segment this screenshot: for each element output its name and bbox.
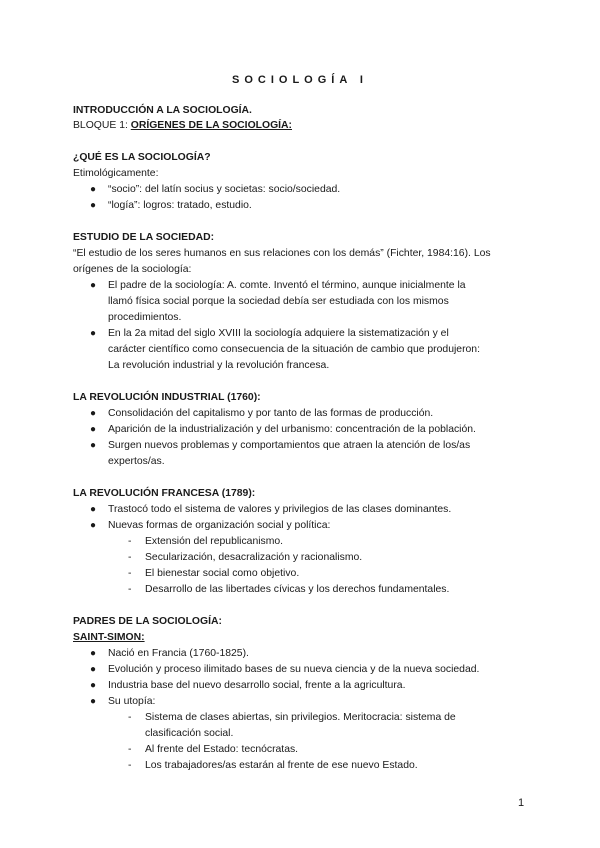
dash-icon: - bbox=[128, 712, 132, 723]
list-item: Su utopía: bbox=[108, 696, 156, 707]
que-es-lead: Etimológicamente: bbox=[73, 168, 159, 179]
list-item: Nuevas formas de organización social y política: bbox=[108, 520, 331, 531]
bullet-icon: ● bbox=[90, 504, 97, 515]
bloque-prefix: BLOQUE 1: bbox=[73, 120, 131, 131]
dash-icon: - bbox=[128, 568, 132, 579]
dash-icon: - bbox=[128, 536, 132, 547]
estudio-line: orígenes de la sociología: bbox=[73, 264, 192, 275]
bullet-icon: ● bbox=[90, 424, 97, 435]
estudio-line: “El estudio de los seres humanos en sus relaciones con los demás” (Fichter, 1984:16). Los bbox=[73, 248, 491, 259]
dash-icon: - bbox=[128, 744, 132, 755]
list-item: “socio”: del latín socius y societas: socio/sociedad. bbox=[108, 184, 341, 195]
dash-icon: - bbox=[128, 552, 132, 563]
bullet-icon: ● bbox=[90, 328, 97, 339]
list-item: Aparición de la industrialización y del urbanismo: concentración de la población. bbox=[108, 424, 476, 435]
sub-list-item: Los trabajadores/as estarán al frente de ese nuevo Estado. bbox=[145, 760, 418, 771]
list-item: carácter científico como consecuencia de la situación de cambio que produjeron: bbox=[108, 344, 480, 355]
sub-list-item: Desarrollo de las libertades cívicas y los derechos fundamentales. bbox=[145, 584, 450, 595]
list-item: Evolución y proceso ilimitado bases de su nueva ciencia y de la nueva sociedad. bbox=[108, 664, 480, 675]
bullet-icon: ● bbox=[90, 440, 97, 451]
industrial-heading: LA REVOLUCIÓN INDUSTRIAL (1760): bbox=[73, 392, 261, 403]
list-item: llamó física social porque la sociedad debía ser estudiada con los mismos bbox=[108, 296, 449, 307]
bullet-icon: ● bbox=[90, 680, 97, 691]
sub-list-item: clasificación social. bbox=[145, 728, 234, 739]
list-item: procedimientos. bbox=[108, 312, 182, 323]
bullet-icon: ● bbox=[90, 408, 97, 419]
dash-icon: - bbox=[128, 760, 132, 771]
padres-heading: PADRES DE LA SOCIOLOGÍA: bbox=[73, 616, 222, 627]
intro-heading: INTRODUCCIÓN A LA SOCIOLOGÍA. bbox=[73, 105, 252, 116]
que-es-heading: ¿QUÉ ES LA SOCIOLOGÍA? bbox=[73, 152, 211, 163]
list-item: Industria base del nuevo desarrollo social, frente a la agricultura. bbox=[108, 680, 406, 691]
sub-list-item: Al frente del Estado: tecnócratas. bbox=[145, 744, 299, 755]
list-item: En la 2a mitad del siglo XVIII la sociología adquiere la sistematización y el bbox=[108, 328, 449, 339]
bullet-icon: ● bbox=[90, 696, 97, 707]
francesa-heading: LA REVOLUCIÓN FRANCESA (1789): bbox=[73, 488, 256, 499]
bullet-icon: ● bbox=[90, 184, 97, 195]
list-item: Surgen nuevos problemas y comportamientos que atraen la atención de los/as bbox=[108, 440, 471, 451]
list-item: La revolución industrial y la revolución francesa. bbox=[108, 360, 330, 371]
list-item: “logía”: logros: tratado, estudio. bbox=[108, 200, 252, 211]
sub-list-item: Extensión del republicanismo. bbox=[145, 536, 284, 547]
estudio-heading: ESTUDIO DE LA SOCIEDAD: bbox=[73, 232, 215, 243]
page-number: 1 bbox=[518, 797, 525, 809]
list-item: Nació en Francia (1760-1825). bbox=[108, 648, 249, 659]
dash-icon: - bbox=[128, 584, 132, 595]
bullet-icon: ● bbox=[90, 200, 97, 211]
saint-simon-heading: SAINT-SIMON: bbox=[73, 632, 145, 643]
list-item: Consolidación del capitalismo y por tanto de las formas de producción. bbox=[108, 408, 434, 419]
bullet-icon: ● bbox=[90, 280, 97, 291]
document-title: SOCIOLOGÍA I bbox=[232, 74, 368, 86]
sub-list-item: Secularización, desacralización y racionalismo. bbox=[145, 552, 363, 563]
bullet-icon: ● bbox=[90, 648, 97, 659]
list-item: El padre de la sociología: A. comte. Inventó el término, aunque inicialmente la bbox=[108, 280, 466, 291]
bloque-line bbox=[73, 119, 292, 133]
list-item: expertos/as. bbox=[108, 456, 165, 467]
sub-list-item: El bienestar social como objetivo. bbox=[145, 568, 300, 579]
bloque-title: ORÍGENES DE LA SOCIOLOGÍA: bbox=[130, 120, 293, 131]
list-item: Trastocó todo el sistema de valores y privilegios de las clases dominantes. bbox=[108, 504, 452, 515]
bullet-icon: ● bbox=[90, 664, 97, 675]
bullet-icon: ● bbox=[90, 520, 97, 531]
sub-list-item: Sistema de clases abiertas, sin privilegios. Meritocracia: sistema de bbox=[145, 712, 456, 723]
